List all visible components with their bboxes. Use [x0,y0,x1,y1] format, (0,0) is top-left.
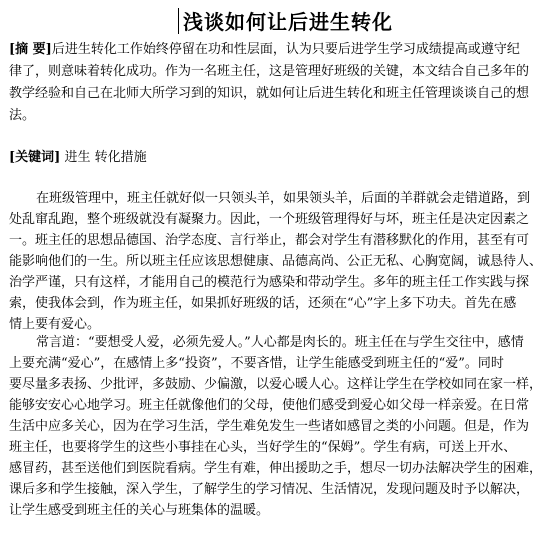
paragraph-line: 上要充满“爱心”，在感情上多“投资”，不要吝惜，让学生能感受到班主任的“爱”。同时 [9,356,504,371]
abstract-line: 律了，则意味着转化成功。作为一名班主任，这是管理好班级的关键，本文结合自己多年的 [9,64,530,79]
keywords-line [9,148,147,168]
paragraph-line: 常言道：“要想受人爱，必须先爱人。”人心都是肉长的。班主任在与学生交往中，感情 [36,335,524,350]
abstract-line: 法。 [9,108,36,123]
abstract-label: [摘 要] [9,42,52,57]
page-title: 浅谈如何让后进生转化 [183,10,393,34]
abstract-line [9,40,520,60]
paragraph-line: 班主任，也要将学生的这些小事挂在心头，当好学生的“保姆”。学生有病，可送上开水、 [9,440,517,455]
keywords-label: [关键词] [9,150,61,165]
paragraph-line: 处乱窜乱跑，整个班级就没有凝聚力。因此，一个班级管理得好与坏，班主任是决定因素之 [9,212,530,227]
paragraph-line: 索，使我体会到，作为班主任，如果抓好班级的话，还须在“心”字上多下功夫。首先在感 [9,296,517,311]
paragraph-line: 情上要有爱心。 [9,317,101,332]
paragraph-line: 让学生感受到班主任的关心与班集体的温暖。 [9,503,270,518]
abstract-line: 教学经验和自己在北师大所学习到的知识，就如何让后进生转化和班主任管理谈谈自己的想 [9,86,530,101]
paragraph-line: 要尽量多表扬、少批评，多鼓励、少偏激，以爱心暖人心。这样让学生在学校如同在家一样， [9,377,543,392]
paragraph-line: 能够安安心心地学习。班主任就像他们的父母，使他们感受到爱心如父母一样亲爱。在日常 [9,398,530,413]
abstract-text: 后进生转化工作始终停留在功和性层面，认为只要后进学生学习成绩提高或遵守纪 [51,42,520,57]
paragraph-line: 治学严谨，只有这样，才能用自己的模范行为感染和带动学生。多年的班主任工作实践与探 [9,275,530,290]
paragraph-line: 生活中应多关心，因为在学习生活，学生难免发生一些诸如感冒之类的小问题。但是，作为 [9,419,530,434]
text-cursor [178,8,179,34]
keywords-text: 进生 转化措施 [60,150,147,165]
paragraph-line: 在班级管理中，班主任就好似一只领头羊，如果领头羊，后面的羊群就会走错道路，到 [36,191,531,206]
paragraph-line: 能影响他们的一生。所以班主任应该思想健康、品德高尚、公正无私、心胸宽阔，诚恳待人、 [9,254,543,269]
paragraph-line: 课后多和学生接触，深入学生，了解学生的学习情况、生活情况，发现问题及时予以解决， [9,482,530,497]
paragraph-line: 一。班主任的思想品德国、治学态度、言行举止，都会对学生有潜移默化的作用，甚至有可 [9,233,530,248]
paragraph-line: 感冒药，甚至送他们到医院看病。学生有难，伸出援助之手，想尽一切办法解决学生的困难， [9,461,543,476]
